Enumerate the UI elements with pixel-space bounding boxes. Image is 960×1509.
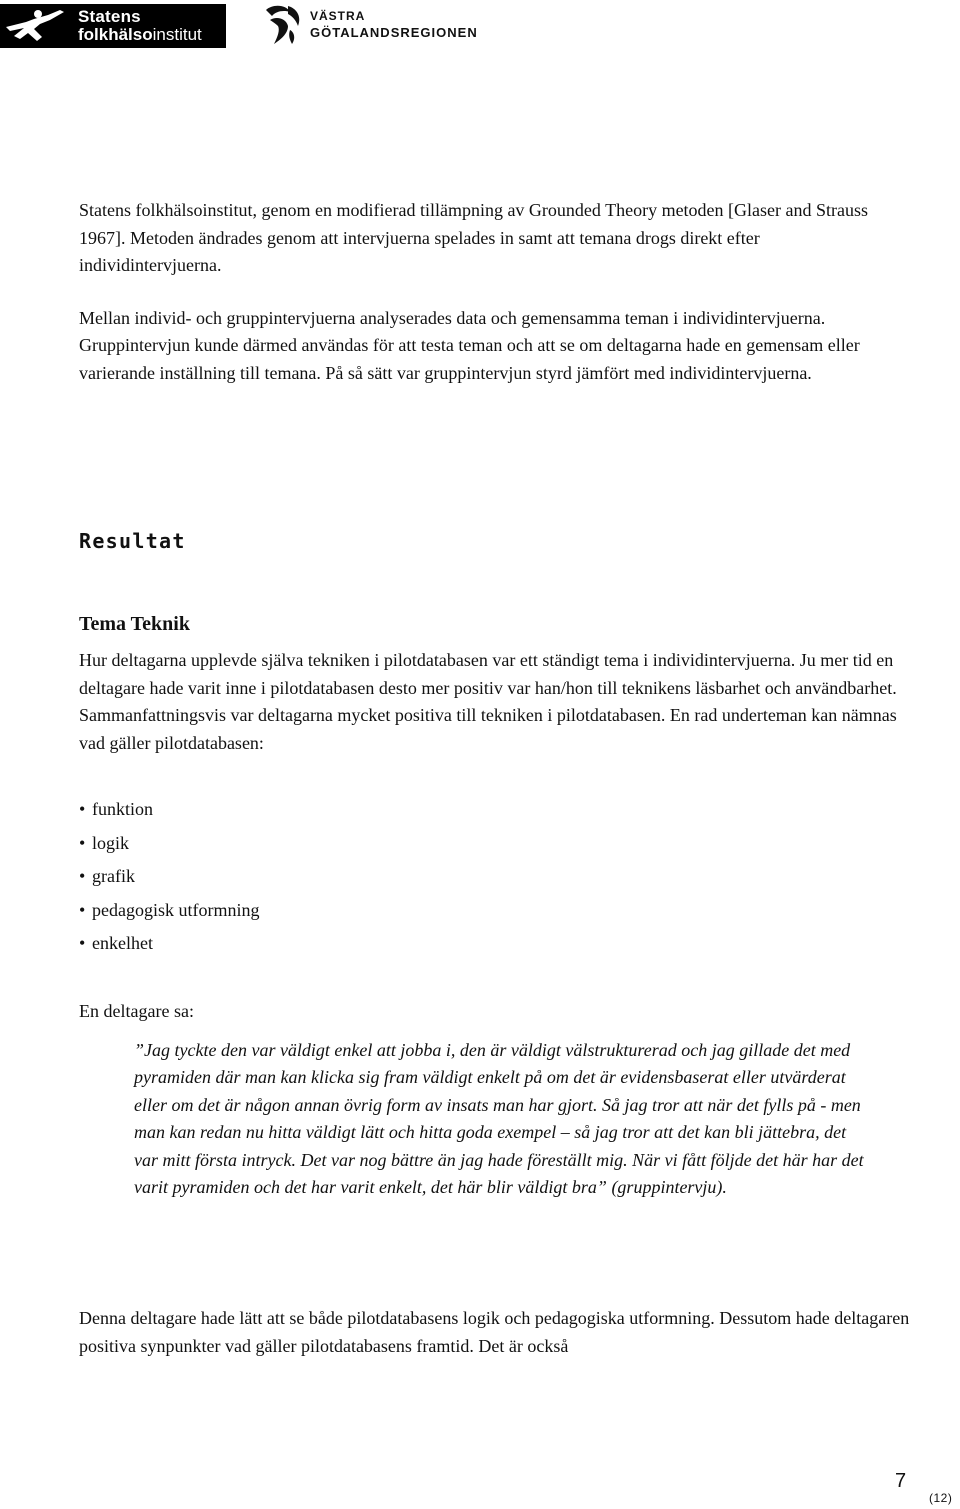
logo-text-folkhalsoinstitut (78, 25, 202, 45)
page-header (0, 0, 960, 52)
list-item (79, 927, 259, 961)
list-item (79, 827, 259, 861)
vgr-logo-text-line2: GÖTALANDSREGIONEN (310, 25, 478, 40)
vgr-emblem-icon (262, 2, 308, 48)
list-item-label: grafik (92, 866, 135, 886)
bullet-icon: • (79, 899, 86, 920)
logo-text-bold-part: folkhälso (78, 25, 153, 44)
participant-quote: ”Jag tyckte den var väldigt enkel att jobba i, den är väldigt välstrukturerad och jag gillade det med pyramiden där man kan klicka sig fram väldigt enkelt på om det är evidensbaserat eller utvärderat eller om det är någon annan övrig form av insats man har gjort. Så jag tror att när det fylls på - men man kan redan nu hitta väldigt lätt och hitta goda exempel – så jag tror att det kan bli jättebra, det var mitt första intryck. Det var nog bättre än jag hade föreställt mig. När vi fått följde det här har det varit pyramiden och det har varit enkelt, det här blir väldigt bra” (gruppintervju). (134, 1040, 864, 1198)
intro-section (79, 197, 899, 387)
list-item (79, 894, 259, 928)
list-item-label: enkelhet (92, 933, 153, 953)
vastra-gotalandsregionen-logo (262, 2, 482, 48)
intro-paragraph-1: Statens folkhälsoinstitut, genom en modifierad tillämpning av Grounded Theory metoden [Glaser and Strauss 1967]. Metoden ändrades genom att intervjuerna spelades in samt att temana drogs direkt efter individintervjuerna. (79, 200, 869, 275)
bullet-icon: • (79, 799, 86, 819)
list-item-label: pedagogisk utformning (92, 899, 260, 920)
list-item-label: logik (92, 832, 130, 853)
folkhalsoinstitut-logo (0, 4, 226, 48)
subtheme-list (79, 793, 259, 961)
subheading-tema-teknik: Tema Teknik (79, 613, 190, 635)
vgr-logo-text-line1: VÄSTRA (310, 9, 366, 23)
running-figure-icon (4, 7, 68, 45)
intro-paragraph-2: Mellan individ- och gruppintervjuerna analyserades data och gemensamma teman i individintervjuerna. Gruppintervjun kunde därmed användas för att testa teman och att se om deltagarna hade en gemensam eller varierande inställning till temana. På så sätt var gruppintervjun styrd jämfört med individintervjuerna. (79, 307, 860, 383)
page-number: 7 (895, 1470, 907, 1492)
list-item (79, 793, 259, 827)
paragraph-spacer (79, 280, 899, 305)
bullet-icon: • (79, 832, 86, 853)
logo-text-rest-part: institut (152, 25, 202, 44)
bullet-icon: • (79, 866, 86, 886)
logo-text-statens: Statens (78, 7, 141, 26)
page-total: (12) (929, 1491, 953, 1505)
results-section (79, 647, 899, 757)
list-item (79, 860, 259, 894)
closing-paragraph: Denna deltagare hade lätt att se både pilotdatabasens logik och pedagogiska utformning. Dessutom hade deltagaren positiva synpunkter vad gäller pilotdatabasens framtid. Det är också (79, 1308, 910, 1356)
results-paragraph: Hur deltagarna upplevde själva tekniken i pilotdatabasen var ett ständigt tema i individintervjuerna. Ju mer tid en deltagare hade varit inne i pilotdatabasen desto mer positiv var han/hon till teknikens läsbarhet och användbarhet. Sammanfattningsvis var deltagarna mycket positiva till tekniken i pilotdatabasen. En rad underteman kan nämnas vad gäller pilotdatabasen: (79, 650, 897, 753)
closing-section (79, 1305, 919, 1360)
list-item-label: funktion (92, 799, 153, 819)
quote-intro: En deltagare sa: (79, 1001, 194, 1021)
bullet-icon: • (79, 933, 86, 953)
section-heading-resultat: Resultat (79, 529, 186, 553)
